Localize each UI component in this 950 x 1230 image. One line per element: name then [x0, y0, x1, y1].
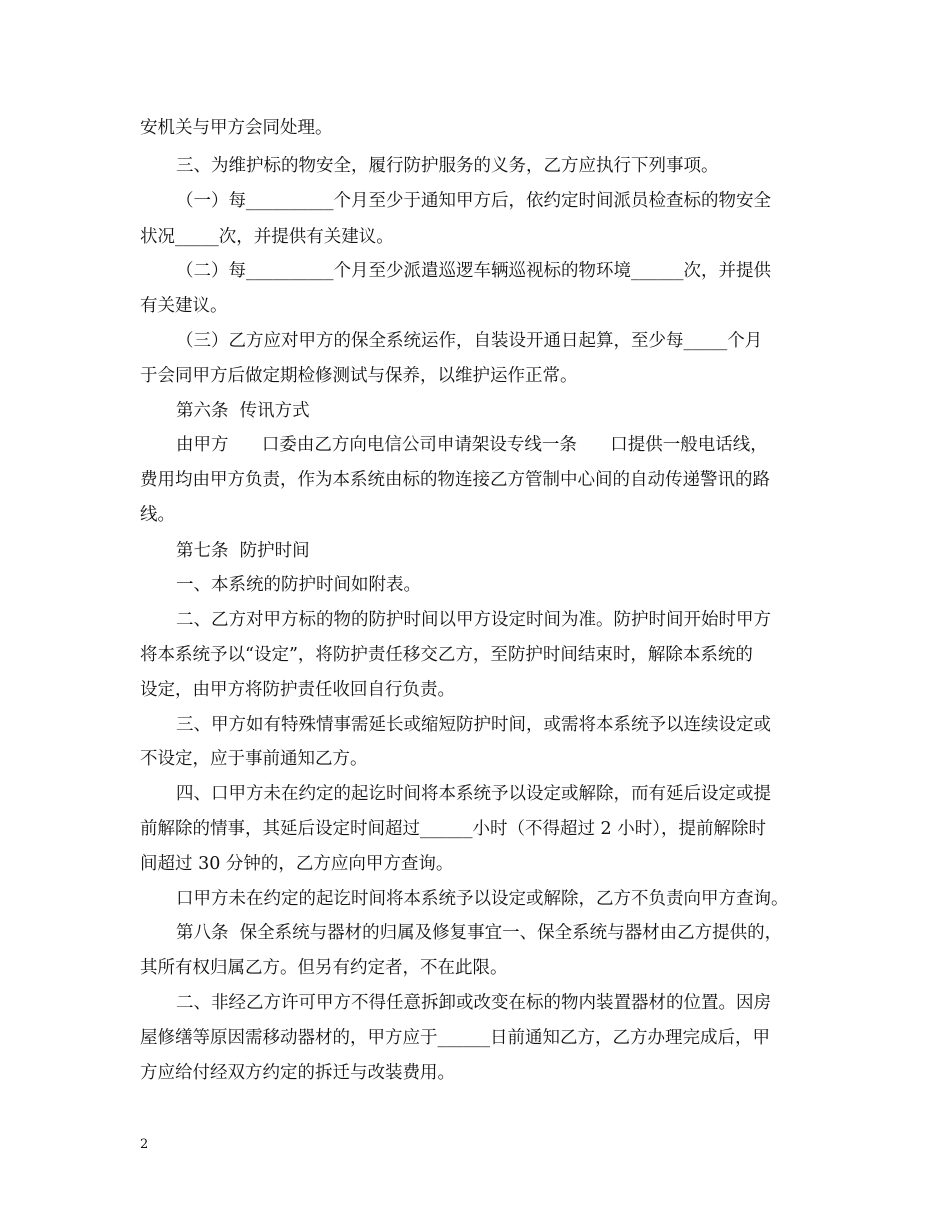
text-line: 其所有权归属乙方。但另有约定者，不在此限。: [140, 958, 508, 978]
text-line: 三、甲方如有特殊情事需延长或缩短防护时间，或需将本系统予以连续设定或: [176, 715, 771, 735]
text-line: 于会同甲方后做定期检修测试与保养，以维护运作正常。: [140, 366, 578, 386]
text-line: 二、非经乙方许可甲方不得任意拆卸或改变在标的物内装置器材的位置。因房: [176, 993, 771, 1013]
text-line: （二）每__________个月至少派遣巡逻车辆巡视标的物环境______次，并提供: [176, 261, 771, 281]
text-line: 一、本系统的防护时间如附表。: [176, 575, 421, 595]
section-heading: 第八条 保全系统与器材的归属及修复事宜一、保全系统与器材由乙方提供的，: [176, 923, 783, 943]
text-line: 三、为维护标的物安全，履行防护服务的义务，乙方应执行下列事项。: [176, 156, 719, 176]
text-line: 四、口甲方未在约定的起讫时间将本系统予以设定或解除，而有延后设定或提: [176, 784, 771, 804]
text-line: 屋修缮等原因需移动器材的，甲方应于______日前通知乙方，乙方办理完成后，甲: [140, 1028, 770, 1048]
section-heading: 第六条 传讯方式: [176, 401, 310, 421]
text-line: 将本系统予以“设定”，将防护责任移交乙方，至防护时间结束时，解除本系统的: [140, 645, 753, 665]
text-line: 二、乙方对甲方标的物的防护时间以甲方设定时间为准。防护时间开始时甲方: [176, 610, 771, 630]
text-line: 有关建议。: [140, 296, 228, 316]
text-line: （一）每__________个月至少于通知甲方后，依约定时间派员检查标的物安全: [176, 191, 771, 211]
text-line: 状况_____次，并提供有关建议。: [140, 227, 394, 247]
text-line: 设定，由甲方将防护责任收回自行负责。: [140, 680, 455, 700]
section-heading: 第七条 防护时间: [176, 541, 310, 561]
text-line: 线。: [140, 505, 175, 525]
text-line: 费用均由甲方负责，作为本系统由标的物连接乙方管制中心间的自动传递警讯的路: [140, 470, 770, 490]
page-number: 2: [140, 1137, 149, 1152]
text-line: （三）乙方应对甲方的保全系统运作，自装设开通日起算，至少每_____个月: [176, 331, 763, 351]
text-line: 由甲方 口委由乙方向电信公司申请架设专线一条 口提供一般电话线，: [176, 435, 768, 455]
text-line: 前解除的情事，其延后设定时间超过______小时（不得超过 2 小时），提前解除时: [140, 819, 767, 839]
text-line: 口甲方未在约定的起讫时间将本系统予以设定或解除，乙方不负责向甲方查询。: [176, 889, 789, 909]
text-line: 不设定，应于事前通知乙方。: [140, 749, 368, 769]
text-line: 间超过 30 分钟的，乙方应向甲方查询。: [140, 854, 454, 874]
text-line: 安机关与甲方会同处理。: [140, 118, 333, 138]
text-line: 方应给付经双方约定的拆迁与改装费用。: [140, 1063, 455, 1083]
